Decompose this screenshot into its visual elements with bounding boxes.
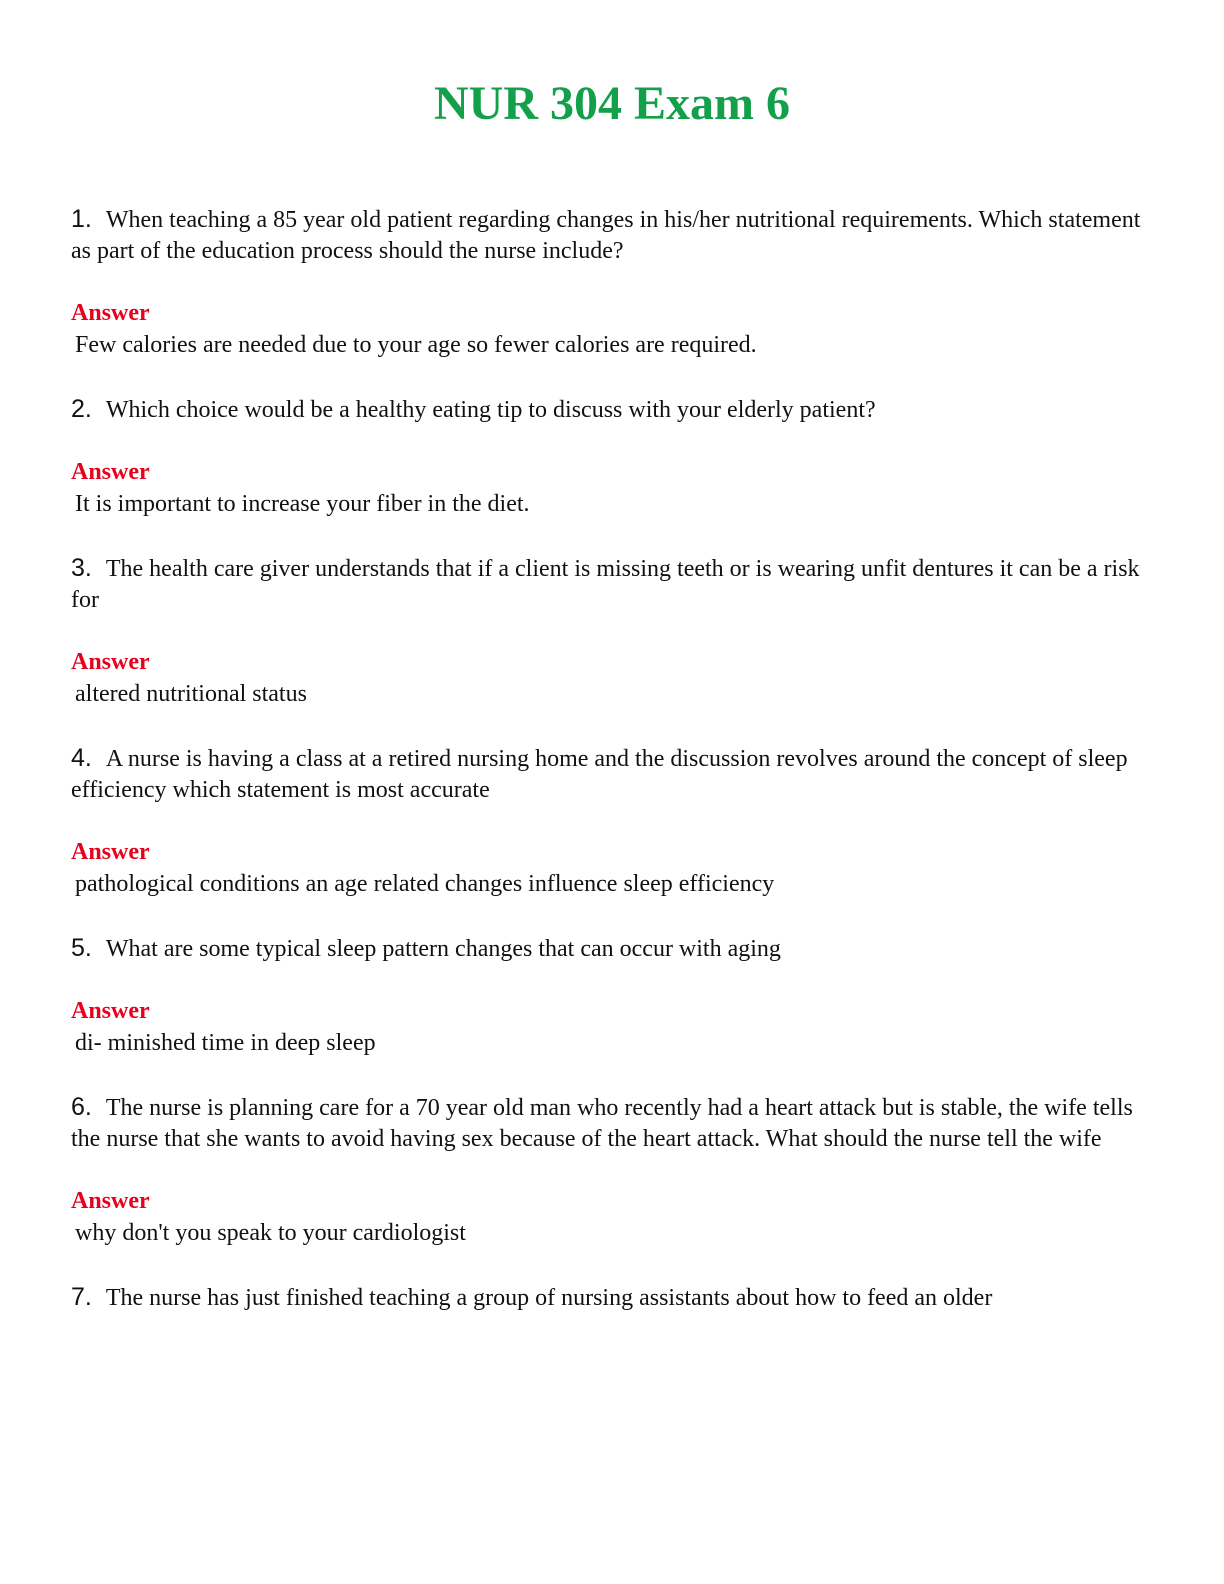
answer-text: why don't you speak to your cardiologist (75, 1220, 466, 1246)
answer-text: di- minished time in deep sleep (75, 1030, 376, 1056)
answer-text: altered nutritional status (75, 681, 307, 707)
question-text: What are some typical sleep pattern changes that can occur with aging (105, 936, 781, 962)
question-item (71, 204, 1151, 361)
question-number: 6. (71, 1093, 92, 1121)
answer-label: Answer (71, 998, 150, 1024)
question-number: 3. (71, 554, 92, 582)
question-item (71, 1282, 1151, 1314)
answer-label: Answer (71, 459, 150, 485)
question-list (71, 204, 1151, 1347)
question-item (71, 933, 1151, 1059)
question-number: 7. (71, 1283, 92, 1311)
question-text-block (71, 553, 1151, 616)
question-number: 1. (71, 205, 92, 233)
question-text-block (71, 394, 1151, 426)
answer-text: It is important to increase your fiber in the diet. (75, 491, 530, 517)
question-item (71, 743, 1151, 900)
answer-label: Answer (71, 300, 150, 326)
question-text-block (71, 933, 1151, 965)
question-text: The nurse has just finished teaching a group of nursing assistants about how to feed an older (105, 1285, 993, 1311)
question-number: 2. (71, 395, 92, 423)
answer-text: Few calories are needed due to your age so fewer calories are required. (75, 332, 757, 358)
question-text: A nurse is having a class at a retired nursing home and the discussion revolves around the concept of sleep efficiency which statement is most accurate (71, 746, 1128, 803)
answer-text: pathological conditions an age related changes influence sleep efficiency (75, 871, 775, 897)
answer-label: Answer (71, 839, 150, 865)
question-text-block (71, 1282, 1151, 1314)
question-text: Which choice would be a healthy eating tip to discuss with your elderly patient? (105, 397, 876, 423)
document-title: NUR 304 Exam 6 (434, 77, 790, 130)
question-text: The health care giver understands that if a client is missing teeth or is wearing unfit dentures it can be a risk for (71, 556, 1140, 613)
question-item (71, 394, 1151, 520)
answer-label: Answer (71, 1188, 150, 1214)
question-number: 4. (71, 744, 92, 772)
question-text-block (71, 204, 1151, 267)
question-number: 5. (71, 934, 92, 962)
question-text: The nurse is planning care for a 70 year old man who recently had a heart attack but is stable, the wife tells the nurse that she wants to avoid having sex because of the heart attack. What should the nurse tell the wife (71, 1095, 1133, 1152)
question-text-block (71, 1092, 1151, 1155)
question-text: When teaching a 85 year old patient regarding changes in his/her nutritional requirements. Which statement as part of the education process should the nurse include? (71, 207, 1141, 264)
question-item (71, 1092, 1151, 1249)
question-item (71, 553, 1151, 710)
answer-label: Answer (71, 649, 150, 675)
question-text-block (71, 743, 1151, 806)
